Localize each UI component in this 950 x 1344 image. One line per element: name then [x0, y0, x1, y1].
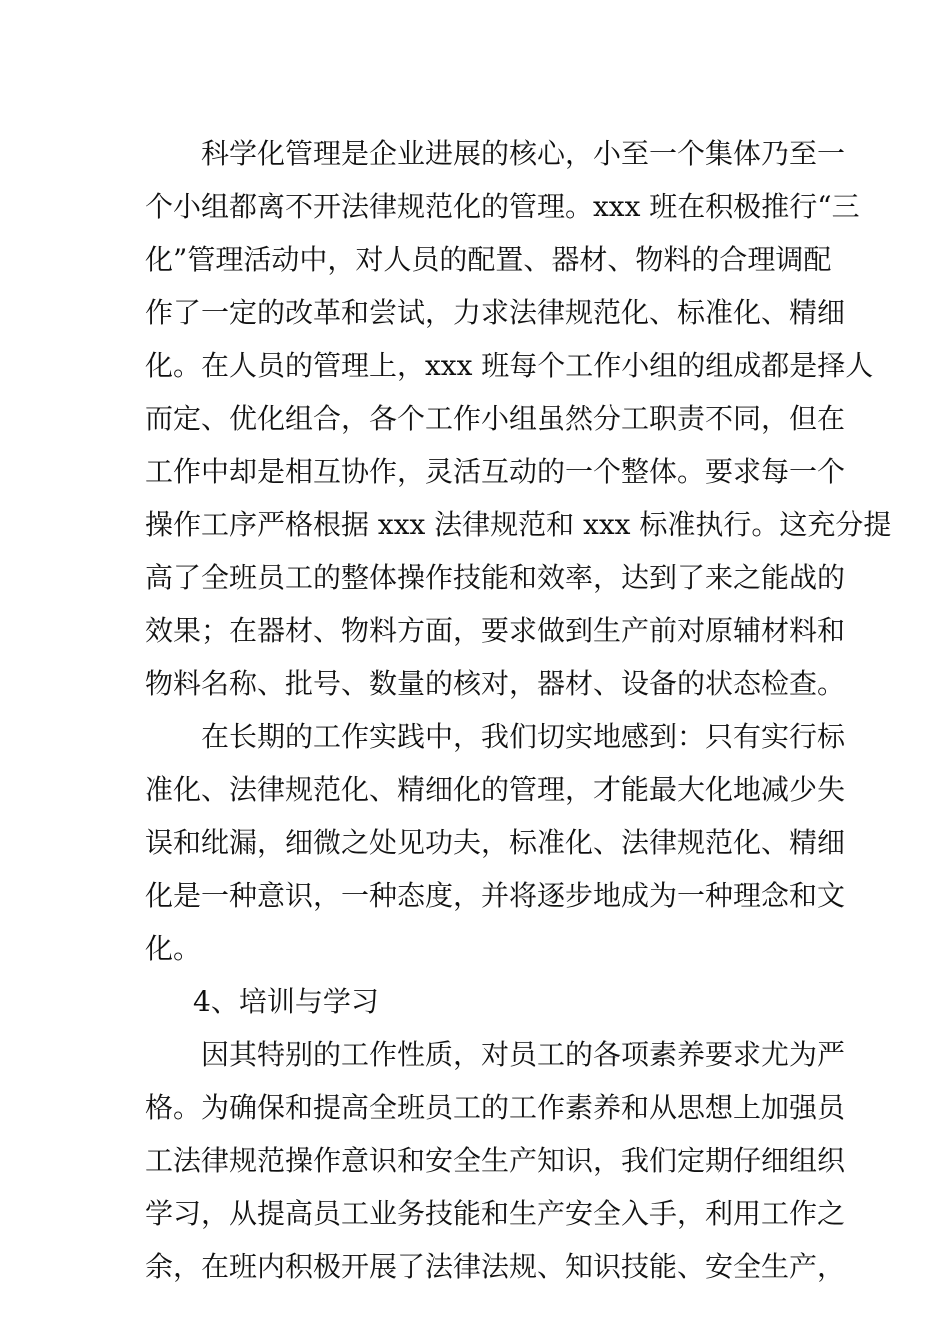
text-line: 化是一种意识，一种态度，并将逐步地成为一种理念和文 [145, 879, 846, 912]
text-line: 因其特别的工作性质，对员工的各项素养要求尤为严 [201, 1038, 846, 1071]
paragraph-practice [145, 710, 846, 975]
paragraph-training [145, 1028, 846, 1293]
section-heading [145, 975, 810, 1028]
document-body [145, 127, 892, 1293]
text-line: 化”管理活动中，对人员的配置、器材、物料的合理调配 [145, 243, 832, 276]
text-line: 工作中却是相互协作，灵活互动的一个整体。要求每一个 [145, 455, 846, 488]
text-line: 个小组都离不开法律规范化的管理。xxx 班在积极推行“三 [145, 190, 860, 223]
text-line: 在长期的工作实践中，我们切实地感到：只有实行标 [201, 720, 846, 753]
paragraph-management [145, 127, 892, 710]
text-line: 效果；在器材、物料方面，要求做到生产前对原辅材料和 [145, 614, 846, 647]
text-line: 格。为确保和提高全班员工的工作素养和从思想上加强员 [145, 1091, 846, 1124]
text-line: 余，在班内积极开展了法律法规、知识技能、安全生产， [145, 1250, 846, 1283]
text-line: 学习，从提高员工业务技能和生产安全入手，利用工作之 [145, 1197, 846, 1230]
text-line: 而定、优化组合，各个工作小组虽然分工职责不同，但在 [145, 402, 846, 435]
text-line: 化。在人员的管理上，xxx 班每个工作小组的组成都是择人 [145, 349, 874, 382]
text-line: 作了一定的改革和尝试，力求法律规范化、标准化、精细 [145, 296, 846, 329]
text-line: 物料名称、批号、数量的核对，器材、设备的状态检查。 [145, 667, 846, 700]
text-line: 误和纰漏，细微之处见功夫，标准化、法律规范化、精细 [145, 826, 846, 859]
text-line: 操作工序严格根据 xxx 法律规范和 xxx 标准执行。这充分提 [145, 508, 892, 541]
text-line: 科学化管理是企业进展的核心，小至一个集体乃至一 [201, 137, 846, 170]
text-line: 准化、法律规范化、精细化的管理，才能最大化地减少失 [145, 773, 846, 806]
text-line: 高了全班员工的整体操作技能和效率，达到了来之能战的 [145, 561, 846, 594]
text-line: 化。 [145, 932, 202, 965]
text-line: 工法律规范操作意识和安全生产知识，我们定期仔细组织 [145, 1144, 846, 1177]
section-heading-text: 4、培训与学习 [193, 985, 379, 1018]
